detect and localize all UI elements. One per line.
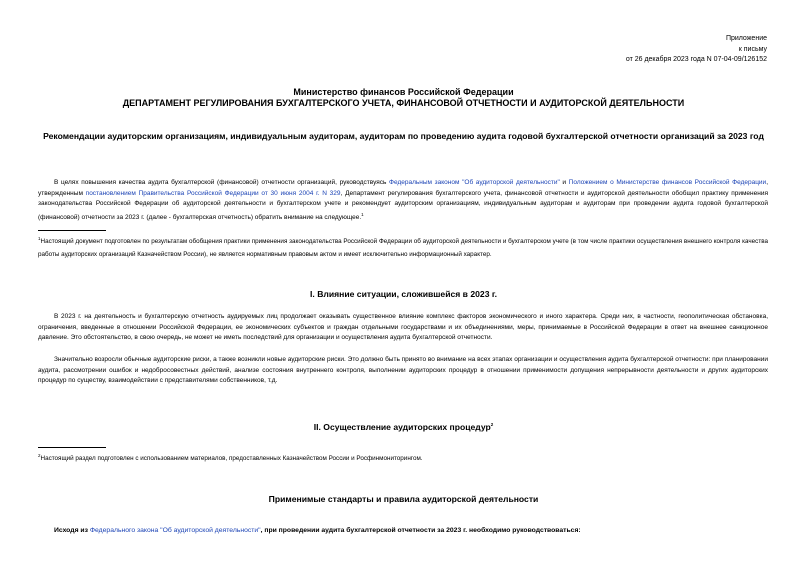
document-title: Рекомендации аудиторским организациям, индивидуальным аудиторам, аудиторам по проведению аудита годовой бухгалтерской отчетности организаций за 2023 год <box>43 131 764 141</box>
ministry-name: Министерство финансов Российской Федерации <box>293 87 514 97</box>
document-header <box>0 87 807 109</box>
subsection-heading: Применимые стандарты и правила аудиторской деятельности <box>268 494 539 504</box>
link-federal-law-2[interactable]: Федерального закона "Об аудиторской деятельности" <box>89 527 261 534</box>
appendix-line-2: к письму <box>738 45 767 53</box>
appendix-line-1: Приложение <box>725 35 767 42</box>
section-2-heading <box>0 419 807 433</box>
appendix-line-3: от 26 декабря 2023 года N 07-04-09/126152 <box>625 56 767 63</box>
link-federal-law[interactable]: Федеральным законом "Об аудиторской деятельности" <box>389 179 560 186</box>
link-ministry-regulation[interactable]: Положением о Министерстве финансов Российской Федерации <box>568 179 767 186</box>
section-1-heading: I. Влияние ситуации, сложившейся в 2023 г. <box>310 289 497 299</box>
section-1-paragraph-2: Значительно возросли обычные аудиторские риски, а также возникли новые аудиторские риски. Это должно быть принято во внимание на всех этапах организации и осуществления аудита бухгалтерской отчетности: при планировании аудита, рассмотрении ошибок и недобросовестных действий, анализе состояния внутреннего контроля, выполнении аудиторских процедур в отношении применимости допущения непрерывности деятельности и других аудиторских процедур по существу, взаимодействии с представителями собственников, т.д. <box>38 356 768 384</box>
footnote-ref-1[interactable]: 1 <box>361 211 364 217</box>
appendix-note <box>547 34 767 66</box>
footnote-divider-2 <box>38 447 106 448</box>
footnote-2-text: Настоящий раздел подготовлен с использованием материалов, предоставленных Казначейством России и Росфинмониторингом. <box>40 455 423 463</box>
footnote-ref-2[interactable]: 2 <box>490 422 494 427</box>
link-government-decree[interactable]: постановлением Правительства Российской Федерации от 30 июня 2004 г. N 329 <box>85 189 341 197</box>
section-1-paragraph-1: В 2023 г. на деятельность и бухгалтерскую отчетность аудируемых лиц продолжает оказывать существенное влияние комплекс факторов экономического и иного характера. Среди них, в частности, геополитическая обстановка, ограничения, введенные в отношении Российской Федерации, ее экономических субъектов и граждан отдельными государствами и их объединениями, меры, принимаемые в Российской Федерации в ответ на внешнее санкционное давление. Это обстоятельство, в свою очередь, не может не иметь последствий для организации и осуществления аудита бухгалтерской отчетности. <box>38 313 768 341</box>
section-2-heading-text: II. Осуществление аудиторских процедур <box>313 421 491 432</box>
intro-text-3: , утвержденным <box>38 179 768 197</box>
lead-text-1: Исходя из <box>54 527 90 534</box>
footnote-mark-1: 1 <box>38 236 41 241</box>
intro-text-2: и <box>559 179 569 186</box>
lead-paragraph <box>38 526 768 536</box>
intro-text-1: В целях повышения качества аудита бухгалтерской (финансовой) отчетности организаций, руководствуясь <box>54 179 390 186</box>
footnote-divider <box>38 230 106 231</box>
department-name: ДЕПАРТАМЕНТ РЕГУЛИРОВАНИЯ БУХГАЛТЕРСКОГО УЧЕТА, ФИНАНСОВОЙ ОТЧЕТНОСТИ И АУДИТОРСКОЙ ДЕЯТЕЛЬНОСТИ <box>122 98 685 108</box>
footnote-1-text: Настоящий документ подготовлен по результатам обобщения практики применения законодательства Российской Федерации об аудиторской деятельности и бухгалтерском учете (в том числе практики осуществления внешнего контроля качества работы аудиторских организаций Казначейством России), не является нормативным правовым актом и имеет исключительно информационный характер. <box>38 238 768 259</box>
intro-text-4: , Департамент регулирования бухгалтерского учета, финансовой отчетности и аудиторской деятельности обобщил практику применения законодательства Российской Федерации об аудиторской деятельности и бухгалтерском учете и рекомендует аудиторским организациям, индивидуальным аудиторам и аудиторам при проведении аудита годовой бухгалтерской (финансовой) отчетности за 2023 г. (далее - бухгалтерская отчетность) обратить внимание на следующее. <box>38 189 768 221</box>
footnote-mark-2: 2 <box>38 453 41 458</box>
footnote-1 <box>38 232 768 261</box>
footnote-2 <box>38 449 768 465</box>
lead-text-2: , при проведении аудита бухгалтерской отчетности за 2023 г. необходимо руководствоваться: <box>260 527 581 534</box>
intro-paragraph <box>38 178 768 223</box>
